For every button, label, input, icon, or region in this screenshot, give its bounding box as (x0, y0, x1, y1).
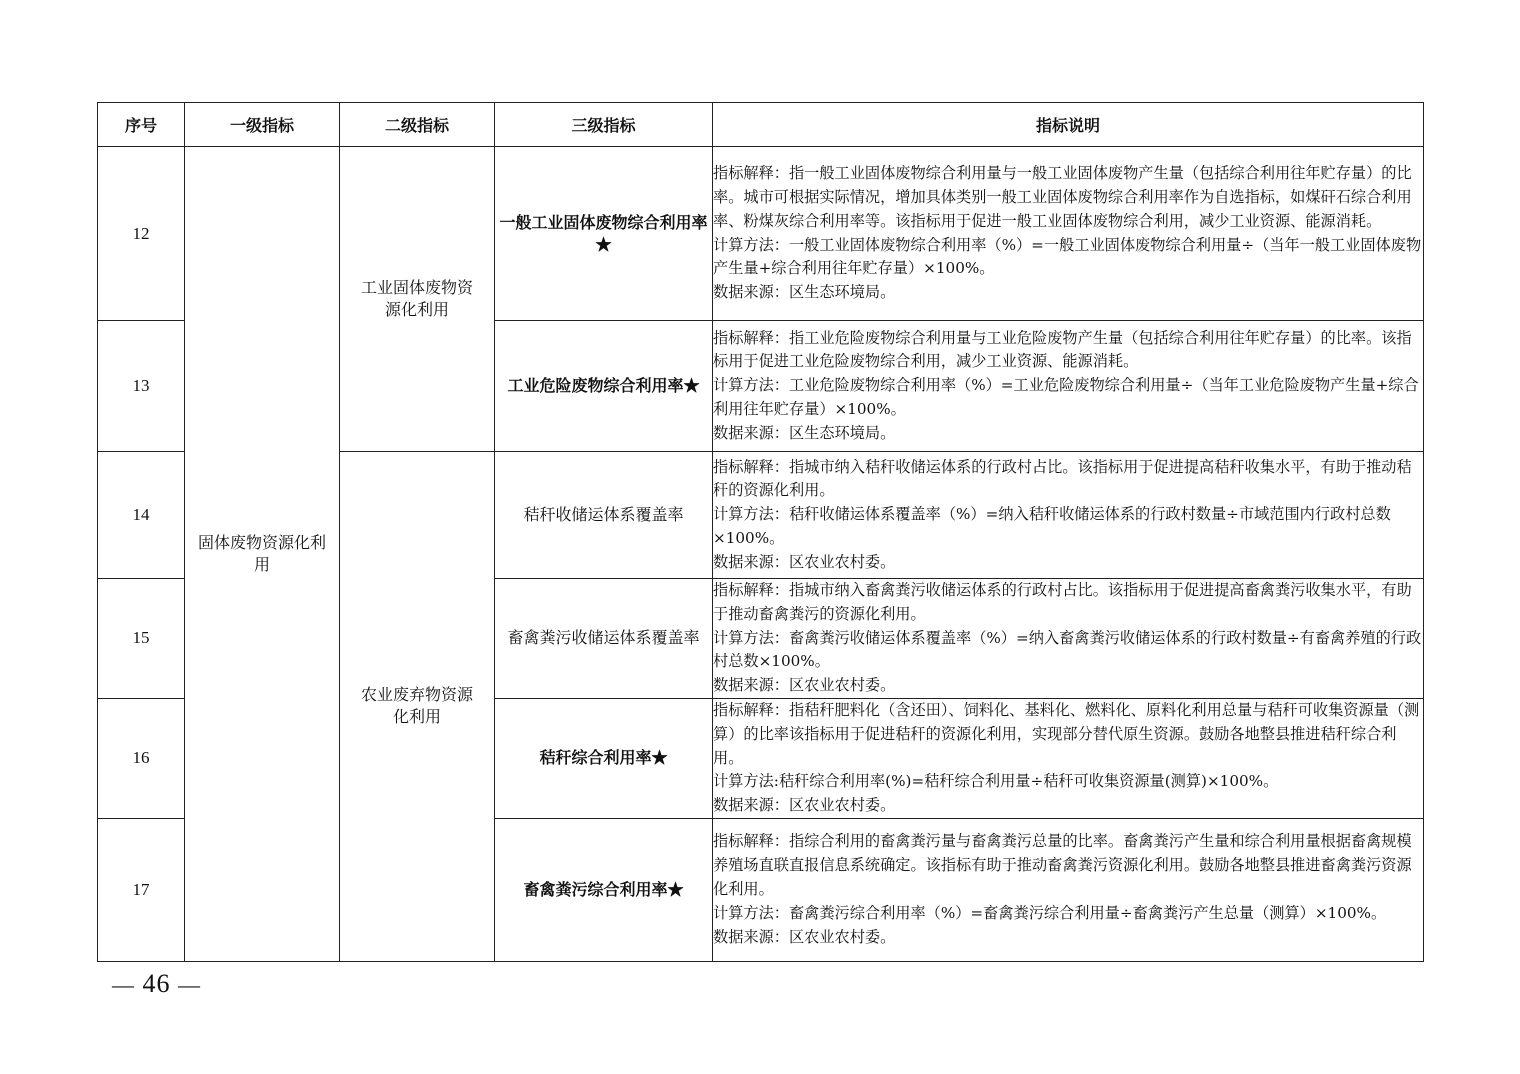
page-dash-left: — (112, 972, 135, 997)
desc-source: 数据来源：区生态环境局。 (713, 283, 896, 302)
desc-explain: 指标解释：指城市纳入畜禽粪污收储运体系的行政村占比。该指标用于促进提高畜禽粪污收集水平，有助于推动畜禽粪污的资源化利用。 (713, 581, 1412, 623)
level3-cell: 工业危险废物综合利用率★ (495, 321, 713, 452)
desc-explain: 指标解释：指工业危险废物综合利用量与工业危险废物产生量（包括综合利用往年贮存量）的比率。该指标用于促进工业危险废物综合利用，减少工业资源、能源消耗。 (713, 328, 1412, 371)
page-number-value: 46 (142, 969, 171, 998)
desc-method: 计算方法：畜禽粪污收储运体系覆盖率（%）=纳入畜禽粪污收储运体系的行政村数量÷有畜禽养殖的行政村总数×100%。 (713, 628, 1422, 671)
level1-cell: 固体废物资源化利用 (185, 147, 340, 962)
desc-source: 数据来源：区农业农村委。 (713, 796, 896, 815)
desc-source: 数据来源：区生态环境局。 (713, 423, 896, 442)
header-level1: 一级指标 (185, 103, 340, 147)
desc-cell (713, 818, 1424, 961)
page-dash-right: — (178, 972, 201, 997)
seq-cell: 15 (98, 579, 185, 699)
level3-cell: 秸秆收储运体系覆盖率 (495, 452, 713, 579)
desc-explain: 指标解释：指秸秆肥料化（含还田）、饲料化、基料化、燃料化、原料化利用总量与秸秆可收集资源量（测算）的比率该指标用于促进秸秆的资源化利用，实现部分替代原生资源。鼓励各地整县推进秸秆综合利用。 (713, 700, 1420, 767)
desc-source: 数据来源：区农业农村委。 (713, 927, 896, 946)
desc-cell (713, 147, 1424, 321)
desc-method: 计算方法:秸秆综合利用率(%)=秸秆综合利用量÷秸秆可收集资源量(测算)×100%。 (713, 772, 1279, 791)
desc-explain: 指标解释：指综合利用的畜禽粪污量与畜禽粪污总量的比率。畜禽粪污产生量和综合利用量根据畜禽规模养殖场直联直报信息系统确定。该指标有助于推动畜禽粪污资源化利用。鼓励各地整县推进畜禽粪污资源化利用。 (713, 832, 1412, 899)
level2-cell-industrial: 工业固体废物资源化利用 (340, 147, 495, 452)
header-level2: 二级指标 (340, 103, 495, 147)
desc-cell (713, 698, 1424, 818)
level3-cell: 一般工业固体废物综合利用率★ (495, 147, 713, 321)
level3-cell: 畜禽粪污综合利用率★ (495, 818, 713, 961)
indicator-table (97, 102, 1424, 962)
desc-cell (713, 321, 1424, 452)
desc-explain: 指标解释：指城市纳入秸秆收储运体系的行政村占比。该指标用于促进提高秸秆收集水平，有助于推动秸秆的资源化利用。 (713, 457, 1412, 500)
desc-explain: 指标解释：指一般工业固体废物综合利用量与一般工业固体废物产生量（包括综合利用往年贮存量）的比率。城市可根据实际情况，增加具体类别一般工业固体废物综合利用率作为自选指标，如煤矸石综合利用率、粉煤灰综合利用率等。该指标用于促进一般工业固体废物综合利用，减少工业资源、能源消耗。 (713, 164, 1412, 230)
seq-cell: 13 (98, 321, 185, 452)
desc-cell (713, 579, 1424, 699)
table-row (98, 147, 1424, 321)
desc-method: 计算方法：畜禽粪污综合利用率（%）=畜禽粪污综合利用量÷畜禽粪污产生总量（测算）×100%。 (713, 903, 1387, 922)
desc-method: 计算方法：一般工业固体废物综合利用率（%）=一般工业固体废物综合利用量÷（当年一般工业固体废物产生量+综合利用往年贮存量）×100%。 (713, 235, 1422, 278)
level3-cell: 秸秆综合利用率★ (495, 698, 713, 818)
desc-method: 计算方法：秸秆收储运体系覆盖率（%）=纳入秸秆收储运体系的行政村数量÷市域范围内行政村总数×100%。 (713, 505, 1391, 547)
level2-cell-agricultural: 农业废弃物资源化利用 (340, 452, 495, 962)
desc-source: 数据来源：区农业农村委。 (713, 676, 896, 695)
header-level3: 三级指标 (495, 103, 713, 147)
seq-cell: 16 (98, 698, 185, 818)
seq-cell: 17 (98, 818, 185, 961)
page-number (112, 969, 201, 999)
seq-cell: 12 (98, 147, 185, 321)
header-seq: 序号 (98, 103, 185, 147)
header-desc: 指标说明 (713, 103, 1424, 147)
desc-cell (713, 452, 1424, 579)
level3-cell: 畜禽粪污收储运体系覆盖率 (495, 579, 713, 699)
table-header-row (98, 103, 1424, 147)
desc-source: 数据来源：区农业农村委。 (713, 552, 896, 571)
desc-method: 计算方法：工业危险废物综合利用率（%）=工业危险废物综合利用量÷（当年工业危险废物产生量+综合利用往年贮存量）×100%。 (713, 376, 1419, 418)
seq-cell: 14 (98, 452, 185, 579)
